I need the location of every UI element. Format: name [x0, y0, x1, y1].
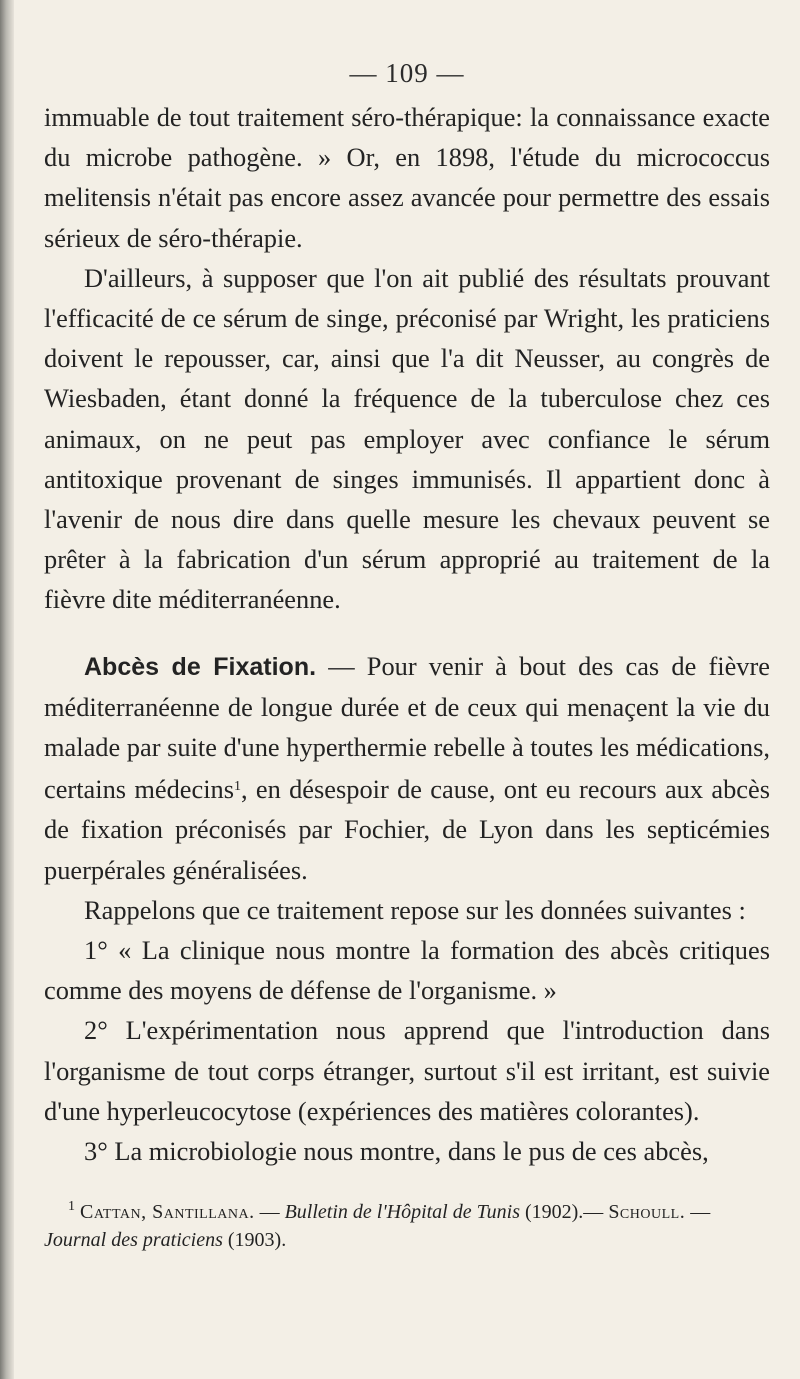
footnote-text: [44, 1193, 770, 1254]
footnote-reference: 1: [234, 779, 242, 795]
section-abces-de-fixation: [44, 646, 770, 1172]
footnote-marker: 1: [68, 1199, 75, 1215]
page-binding-shadow: [0, 0, 14, 1379]
footnote-authors: Cattan, Santillana.: [80, 1201, 255, 1224]
footnote-separator-2: —: [685, 1201, 711, 1224]
footnote-author-2: Schoull.: [608, 1201, 686, 1224]
footnote-year-1: (1902).—: [519, 1201, 609, 1224]
list-item-2: 2° L'expérimentation nous apprend que l'introduction dans l'organisme de tout corps étranger, surtout s'il est irritant, est suivie d'une hyperleucocytose (expériences des matières colorantes).: [44, 1015, 770, 1126]
section-lead-text-b: , en désespoir de cause, ont eu recours aux abcès de fixation préconisés par Fochier, de Lyon dans les septicémies puerpérales généralisées.: [44, 774, 770, 885]
footnote-year-2: (1903).: [222, 1229, 287, 1252]
section-lead-paragraph: [44, 646, 770, 890]
paragraph-continuation: immuable de tout traitement séro-thérapique: la connaissance exacte du microbe pathogène. » Or, en 1898, l'étude du micrococcus melitensis n'était pas encore assez avancée pour permettre des essais sérieux de séro-thérapie.: [44, 102, 770, 253]
footnote-spacer: [44, 1171, 770, 1193]
footnote-source-2: Journal des praticiens: [44, 1229, 223, 1252]
page-number: — 109 —: [349, 58, 465, 88]
paragraph-serum-de-singe: D'ailleurs, à supposer que l'on ait publié des résultats prouvant l'efficacité de ce sérum de singe, préconisé par Wright, les praticiens doivent le repousser, car, ainsi que l'a dit Neusser, au congrès de Wiesbaden, étant donné la fréquence de la tuberculose chez ces animaux, on ne peut pas employer avec confiance le sérum antitoxique provenant de singes immunisés. Il appartient donc à l'avenir de nous dire dans quelle mesure les chevaux peuvent se prêter à la fabrication d'un sérum approprié au traitement de la fièvre dite méditerranéenne.: [44, 262, 770, 615]
list-item-1: 1° « La clinique nous montre la formation des abcès critiques comme des moyens de défense de l'organisme. »: [44, 935, 770, 1006]
footnote-separator-1: —: [254, 1201, 285, 1224]
section-title: Abcès de Fixation.: [84, 652, 317, 681]
section-lead-text-a: — Pour venir à bout des cas de fièvre méditerranéenne de longue durée et de ceux qui menaçent la vie du malade par suite d'une hyperthermie rebelle à toutes les médications, certains médecins: [44, 650, 770, 805]
list-item-3: 3° La microbiologie nous montre, dans le pus de ces abcès,: [84, 1136, 709, 1167]
footnote-source-1: Bulletin de l'Hôpital de Tunis: [284, 1201, 520, 1224]
book-page: [44, 58, 770, 1254]
paragraph-rappelons: Rappelons que ce traitement repose sur les données suivantes :: [84, 894, 746, 925]
footnote: [44, 1193, 770, 1254]
main-text: [44, 97, 770, 1171]
